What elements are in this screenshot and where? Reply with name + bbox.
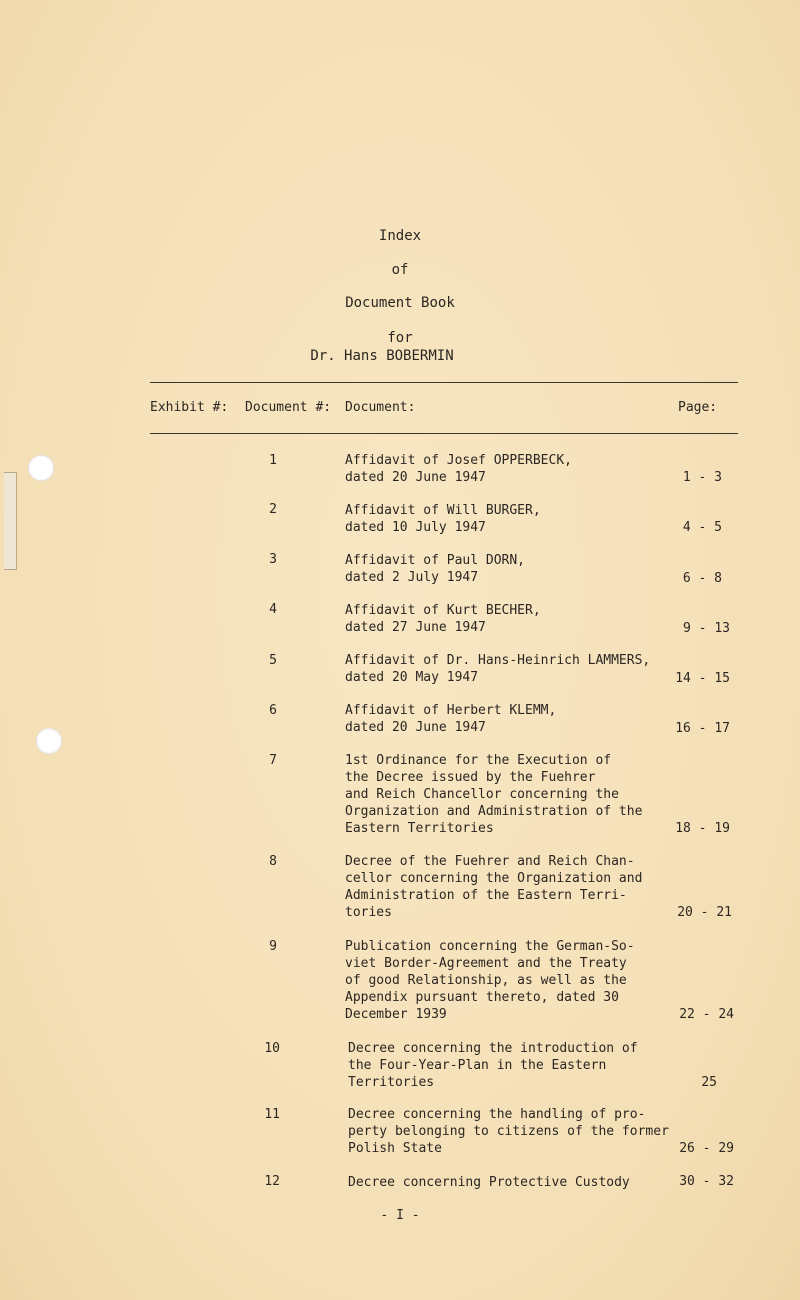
entry-description: Affidavit of Dr. Hans-Heinrich LAMMERS, dated 20 May 1947 — [345, 653, 651, 685]
entry-pages: 22 - 24 — [679, 1007, 734, 1022]
entry-pages: 30 - 32 — [679, 1174, 734, 1189]
entry-number: 11 — [264, 1107, 280, 1122]
entry-description: Affidavit of Will BURGER, dated 10 July 1947 — [345, 503, 541, 535]
entry-number: 10 — [264, 1041, 280, 1056]
entry-number: 8 — [269, 854, 277, 869]
title-of: of — [391, 262, 409, 278]
entry-description: Affidavit of Kurt BECHER, dated 27 June 1947 — [345, 603, 541, 635]
entry-pages: 20 - 21 — [677, 905, 732, 920]
title-index: Index — [378, 228, 422, 244]
entry-number: 6 — [269, 703, 277, 718]
entry-pages: 26 - 29 — [679, 1141, 734, 1156]
entry-description: Decree of the Fuehrer and Reich Chan- cellor concerning the Organization and Administration of the Eastern Terri- tories — [345, 854, 643, 920]
entry-pages: 1 - 3 — [682, 470, 722, 485]
entry-description: Decree concerning the handling of pro- perty belonging to citizens of the former Polish State — [348, 1107, 669, 1156]
title-for: for — [387, 330, 413, 346]
entry-description: Decree concerning the introduction of the Four-Year-Plan in the Eastern Territories — [348, 1041, 638, 1090]
entry-description: Decree concerning Protective Custody — [348, 1175, 630, 1190]
entry-pages: 18 - 19 — [675, 821, 730, 836]
punch-hole-top — [28, 455, 54, 481]
entry-pages: 16 - 17 — [675, 721, 730, 736]
entry-description: Affidavit of Paul DORN, dated 2 July 1947 — [345, 553, 526, 585]
header-document-number: Document #: — [245, 400, 332, 415]
header-exhibit: Exhibit #: — [150, 400, 229, 415]
entry-number: 7 — [269, 753, 277, 768]
entry-pages: 25 — [701, 1075, 717, 1090]
entry-pages: 14 - 15 — [675, 671, 730, 686]
entry-number: 12 — [264, 1174, 280, 1189]
header-document: Document: — [345, 400, 416, 415]
page-number: - I - — [380, 1208, 420, 1223]
entry-number: 3 — [269, 552, 277, 567]
entry-description: Affidavit of Herbert KLEMM, dated 20 June 1947 — [345, 703, 557, 735]
entry-number: 5 — [269, 653, 277, 668]
header-rule-top — [150, 382, 738, 383]
entry-number: 1 — [269, 453, 277, 468]
header-page: Page: — [678, 400, 718, 415]
entry-pages: 6 - 8 — [682, 571, 722, 586]
entry-description: Affidavit of Josef OPPERBECK, dated 20 June 1947 — [345, 453, 572, 485]
entry-pages: 9 - 13 — [683, 621, 730, 636]
title-name: Dr. Hans BOBERMIN — [310, 348, 454, 364]
header-rule-bottom — [150, 433, 738, 434]
entry-number: 2 — [269, 502, 277, 517]
entry-pages: 4 - 5 — [682, 520, 722, 535]
entry-description: 1st Ordinance for the Execution of the Decree issued by the Fuehrer and Reich Chancellor concerning the Organization and Administration of the Eastern Territories — [345, 753, 643, 836]
entry-description: Publication concerning the German-So- viet Border-Agreement and the Treaty of good Relationship, as well as the Appendix pursuant thereto, dated 30 December 1939 — [345, 939, 635, 1022]
punch-hole-bottom — [36, 728, 62, 754]
entry-number: 9 — [269, 939, 277, 954]
entry-number: 4 — [269, 602, 277, 617]
title-document-book: Document Book — [345, 295, 455, 311]
binding-tab — [4, 472, 17, 570]
